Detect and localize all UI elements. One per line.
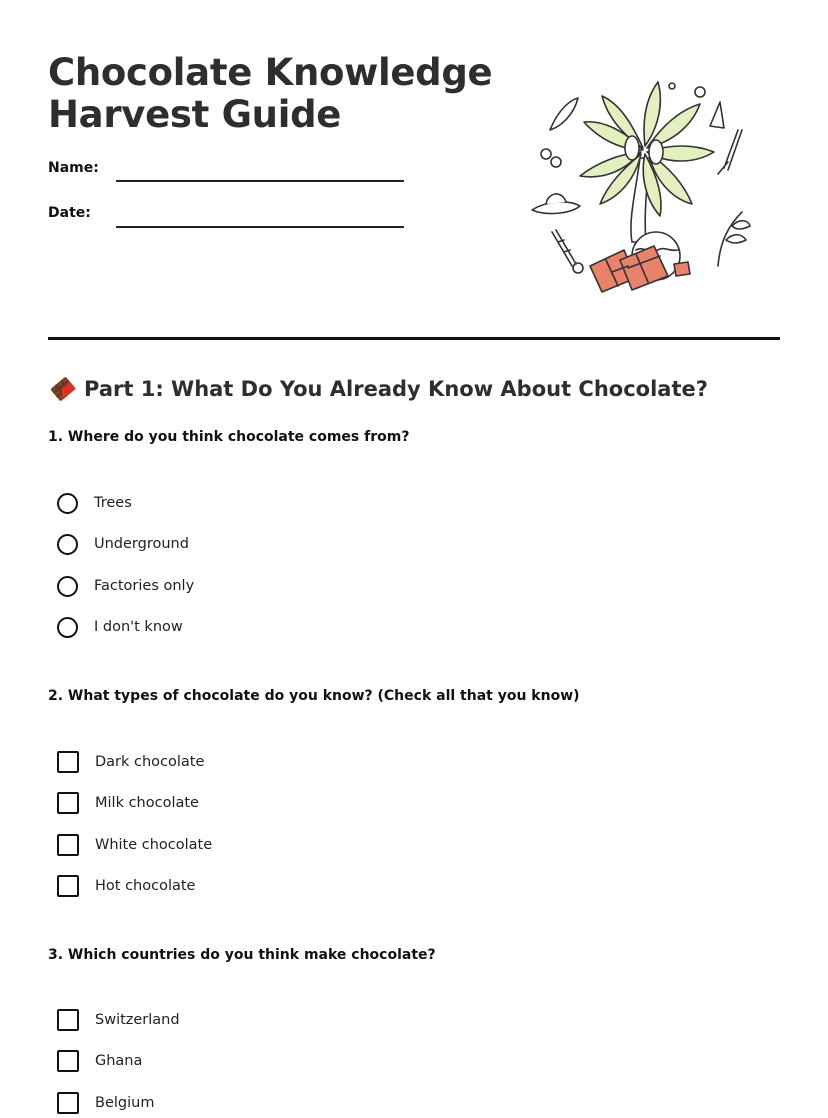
name-line[interactable]: [116, 180, 404, 182]
question-1: 1. Where do you think chocolate comes from?: [48, 429, 410, 445]
chocolate-bar-icon: [48, 374, 78, 404]
option-label: Factories only: [94, 578, 195, 594]
q1-option-dont-know[interactable]: [57, 615, 183, 639]
option-label: White chocolate: [95, 837, 213, 853]
part1-heading: [48, 374, 708, 404]
radio-button[interactable]: [57, 617, 78, 638]
q3-option-ghana[interactable]: [57, 1049, 142, 1073]
option-label: Ghana: [95, 1053, 143, 1069]
q2-option-dark[interactable]: [57, 750, 204, 774]
checkbox[interactable]: [57, 834, 79, 856]
title-line-1: Chocolate Knowledge: [48, 51, 493, 94]
q2-option-milk[interactable]: [57, 791, 199, 815]
radio-button[interactable]: [57, 493, 78, 514]
checkbox[interactable]: [57, 1050, 79, 1072]
q2-option-white[interactable]: [57, 833, 212, 857]
part1-title: Part 1: What Do You Already Know About Chocolate?: [84, 377, 708, 401]
option-label: Underground: [94, 536, 189, 552]
q1-option-trees[interactable]: [57, 491, 132, 515]
option-label: Dark chocolate: [95, 754, 205, 770]
option-label: I don't know: [94, 619, 183, 635]
radio-button[interactable]: [57, 534, 78, 555]
checkbox[interactable]: [57, 1092, 79, 1114]
option-label: Hot chocolate: [95, 878, 196, 894]
checkbox[interactable]: [57, 875, 79, 897]
option-label: Switzerland: [95, 1012, 180, 1028]
date-line[interactable]: [116, 226, 404, 228]
q1-option-underground[interactable]: [57, 532, 189, 556]
checkbox[interactable]: [57, 792, 79, 814]
option-label: Belgium: [95, 1095, 155, 1111]
question-3: 3. Which countries do you think make chocolate?: [48, 947, 436, 963]
q3-option-switzerland[interactable]: [57, 1008, 180, 1032]
checkbox[interactable]: [57, 751, 79, 773]
q2-option-hot[interactable]: [57, 874, 195, 898]
q1-option-factories[interactable]: [57, 574, 194, 598]
date-label: Date:: [48, 205, 91, 221]
q3-option-belgium[interactable]: [57, 1091, 154, 1115]
radio-button[interactable]: [57, 576, 78, 597]
title-line-2: Harvest Guide: [48, 93, 342, 136]
worksheet-title: [48, 52, 492, 136]
question-2: 2. What types of chocolate do you know? (Check all that you know): [48, 688, 580, 704]
option-label: Milk chocolate: [95, 795, 199, 811]
cacao-tree-icon: [528, 70, 758, 300]
name-label: Name:: [48, 160, 99, 176]
option-label: Trees: [94, 495, 132, 511]
checkbox[interactable]: [57, 1009, 79, 1031]
section-divider: [48, 337, 780, 340]
